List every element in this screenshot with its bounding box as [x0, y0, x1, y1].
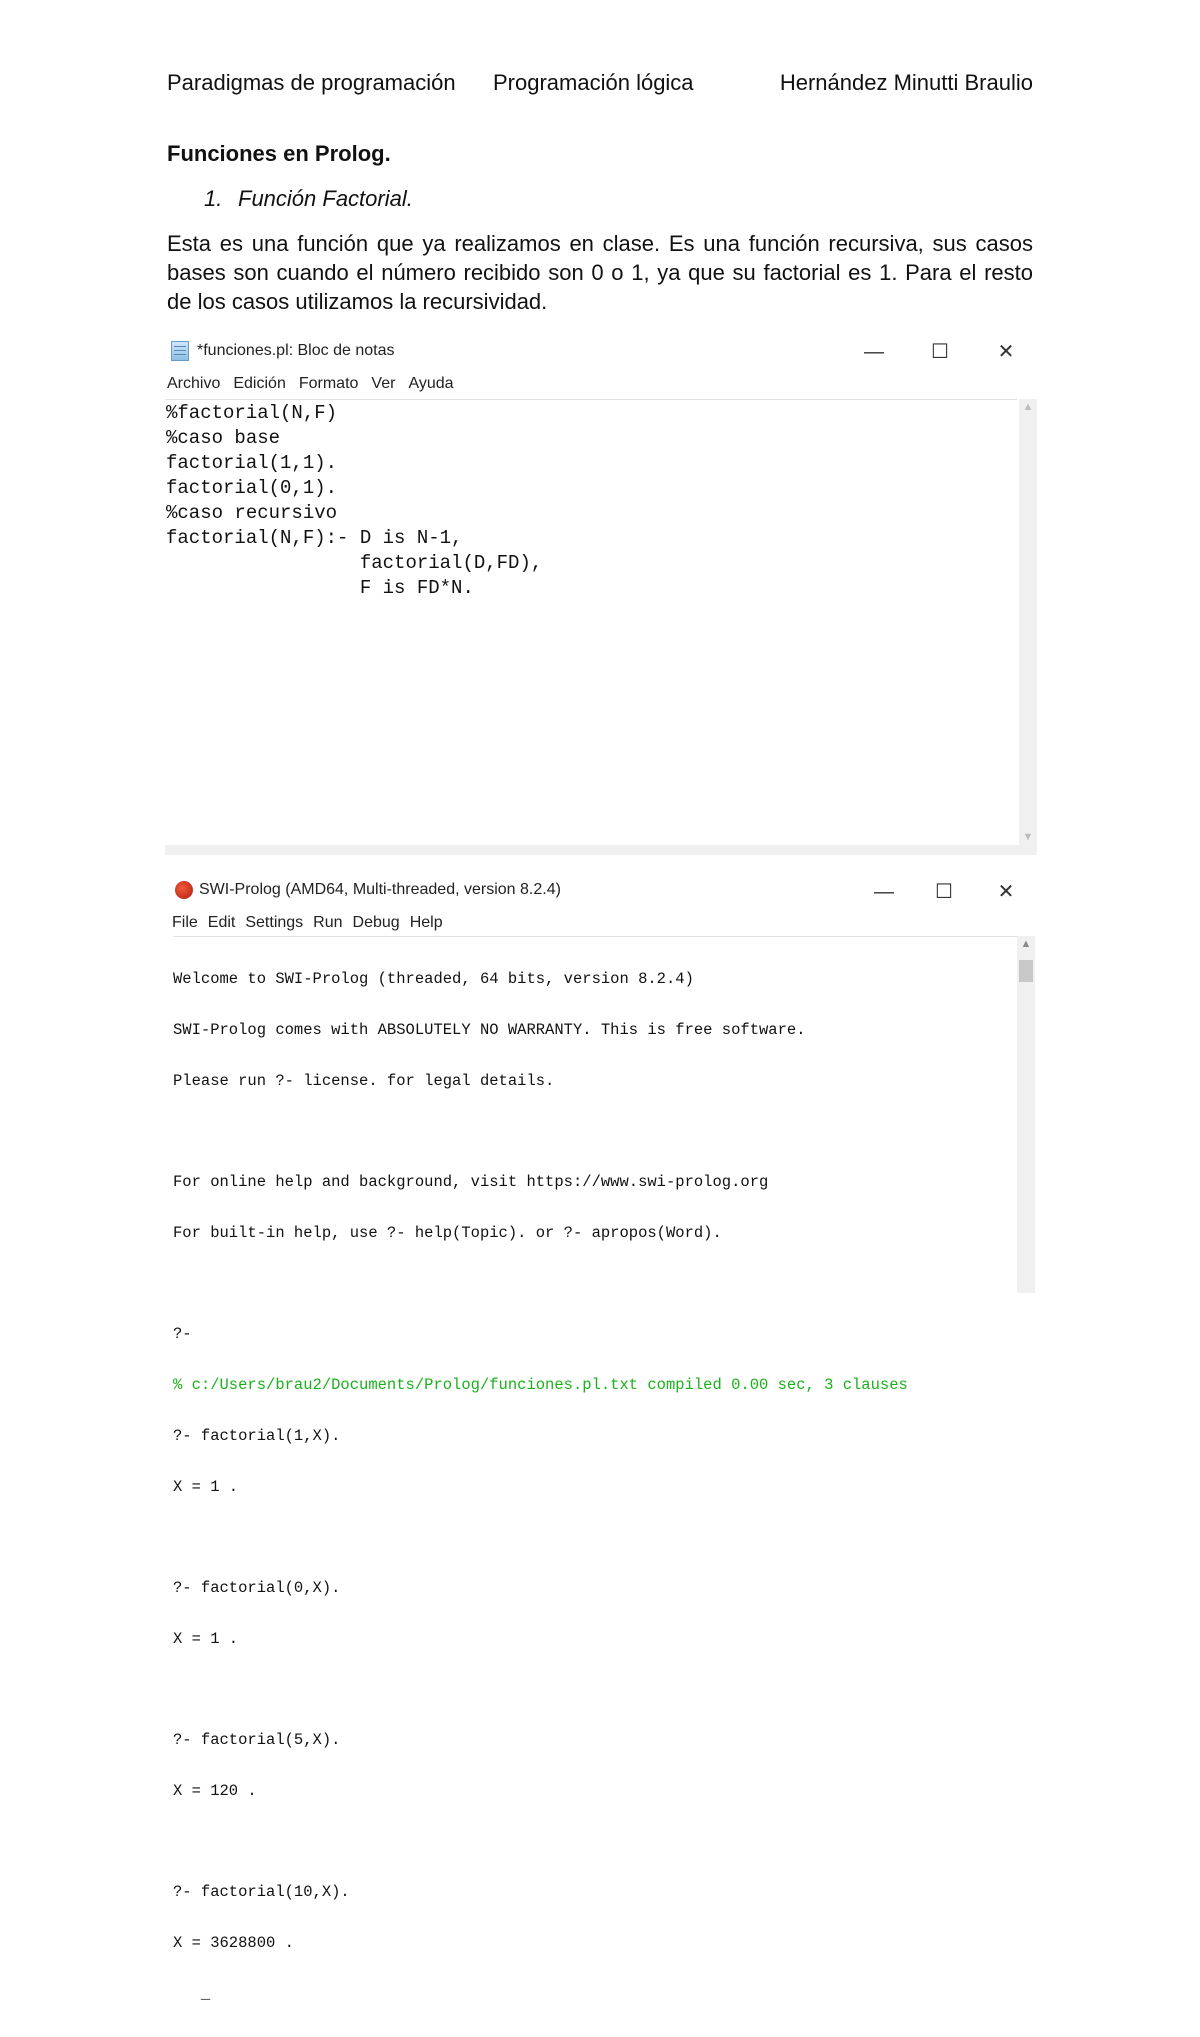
section-title: Funciones en Prolog. — [167, 141, 391, 166]
console-answer: X = 1 . — [173, 1478, 239, 1496]
console-query: ?- factorial(5,X). — [173, 1731, 341, 1749]
console-answer: X = 3628800 . — [173, 1934, 294, 1952]
notepad-vertical-scrollbar[interactable] — [1019, 399, 1037, 845]
console-answer: X = 1 . — [173, 1630, 239, 1648]
console-line: Please run ?- license. for legal details. — [173, 1072, 555, 1090]
menu-edit[interactable]: Edit — [207, 914, 236, 931]
prolog-menubar — [172, 914, 453, 932]
header-topic: Programación lógica — [493, 70, 694, 95]
minimize-icon[interactable]: — — [864, 341, 884, 363]
notepad-icon — [171, 341, 189, 361]
console-query: ?- factorial(10,X). — [173, 1883, 350, 1901]
code-line: factorial(1,1). — [166, 452, 338, 474]
prolog-vertical-scrollbar[interactable] — [1017, 936, 1035, 1293]
notepad-window — [165, 335, 1037, 855]
list-item-text: Función Factorial. — [238, 186, 413, 211]
menu-formato[interactable]: Formato — [298, 375, 359, 392]
code-line: F is FD*N. — [166, 577, 474, 599]
console-line: Welcome to SWI-Prolog (threaded, 64 bits, version 8.2.4) — [173, 970, 694, 988]
menu-settings[interactable]: Settings — [245, 914, 304, 931]
notepad-title: *funciones.pl: Bloc de notas — [197, 342, 395, 359]
maximize-icon[interactable]: ☐ — [931, 341, 949, 363]
notepad-horizontal-scrollbar[interactable] — [165, 845, 1037, 855]
maximize-icon[interactable]: ☐ — [935, 881, 953, 903]
menu-run[interactable]: Run — [313, 914, 343, 931]
menu-file[interactable]: File — [172, 914, 198, 931]
menu-debug[interactable]: Debug — [352, 914, 400, 931]
console-line: SWI-Prolog comes with ABSOLUTELY NO WARRANTY. This is free software. — [173, 1021, 806, 1039]
prolog-console[interactable] — [173, 936, 1017, 2003]
console-line: ?- — [173, 1325, 192, 1343]
console-compiled-message: % c:/Users/brau2/Documents/Prolog/funciones.pl.txt compiled 0.00 sec, 3 clauses — [173, 1376, 908, 1394]
close-icon[interactable]: ✕ — [997, 341, 1015, 363]
prolog-window — [165, 875, 1037, 2003]
scroll-up-icon[interactable]: ▲ — [1020, 938, 1032, 950]
scroll-up-icon[interactable]: ▲ — [1022, 401, 1034, 413]
console-query: ?- factorial(0,X). — [173, 1579, 341, 1597]
console-cursor: _ — [173, 1985, 211, 2003]
description-paragraph: Esta es una función que ya realizamos en clase. Es una función recursiva, sus casos bases son cuando el número recibido son 0 o 1, ya que su factorial es 1. Para el resto de los casos utilizamos la recursividad. — [167, 231, 1033, 314]
console-query: ?- factorial(1,X). — [173, 1427, 341, 1445]
scroll-down-icon[interactable]: ▼ — [1022, 831, 1034, 843]
list-item — [204, 186, 413, 212]
prolog-titlebar — [165, 875, 1037, 909]
list-item-number: 1. — [204, 186, 223, 211]
menu-ver[interactable]: Ver — [371, 375, 396, 392]
code-line: %caso recursivo — [166, 502, 338, 524]
menu-ayuda[interactable]: Ayuda — [408, 375, 454, 392]
code-line: factorial(N,F):- D is N-1, — [166, 527, 463, 549]
console-answer: X = 120 . — [173, 1782, 257, 1800]
code-line: factorial(0,1). — [166, 477, 338, 499]
prolog-title: SWI-Prolog (AMD64, Multi-threaded, version 8.2.4) — [199, 881, 561, 898]
code-line: factorial(D,FD), — [166, 552, 543, 574]
header-author: Hernández Minutti Braulio — [779, 70, 1033, 95]
code-line: %caso base — [166, 427, 281, 449]
notepad-titlebar — [165, 335, 1037, 369]
menu-edicion[interactable]: Edición — [233, 375, 286, 392]
page-header — [167, 70, 1033, 100]
menu-help[interactable]: Help — [409, 914, 443, 931]
console-line: For online help and background, visit https://www.swi-prolog.org — [173, 1173, 769, 1191]
minimize-icon[interactable]: — — [874, 881, 894, 903]
header-course: Paradigmas de programación — [167, 70, 456, 95]
swi-prolog-owl-icon — [175, 881, 193, 899]
notepad-menubar — [165, 375, 465, 397]
scroll-thumb[interactable] — [1019, 960, 1033, 982]
notepad-text-area[interactable] — [165, 399, 1017, 845]
menu-archivo[interactable]: Archivo — [167, 375, 221, 392]
close-icon[interactable]: ✕ — [997, 881, 1015, 903]
code-line: %factorial(N,F) — [166, 402, 338, 424]
console-line: For built-in help, use ?- help(Topic). or ?- apropos(Word). — [173, 1224, 722, 1242]
